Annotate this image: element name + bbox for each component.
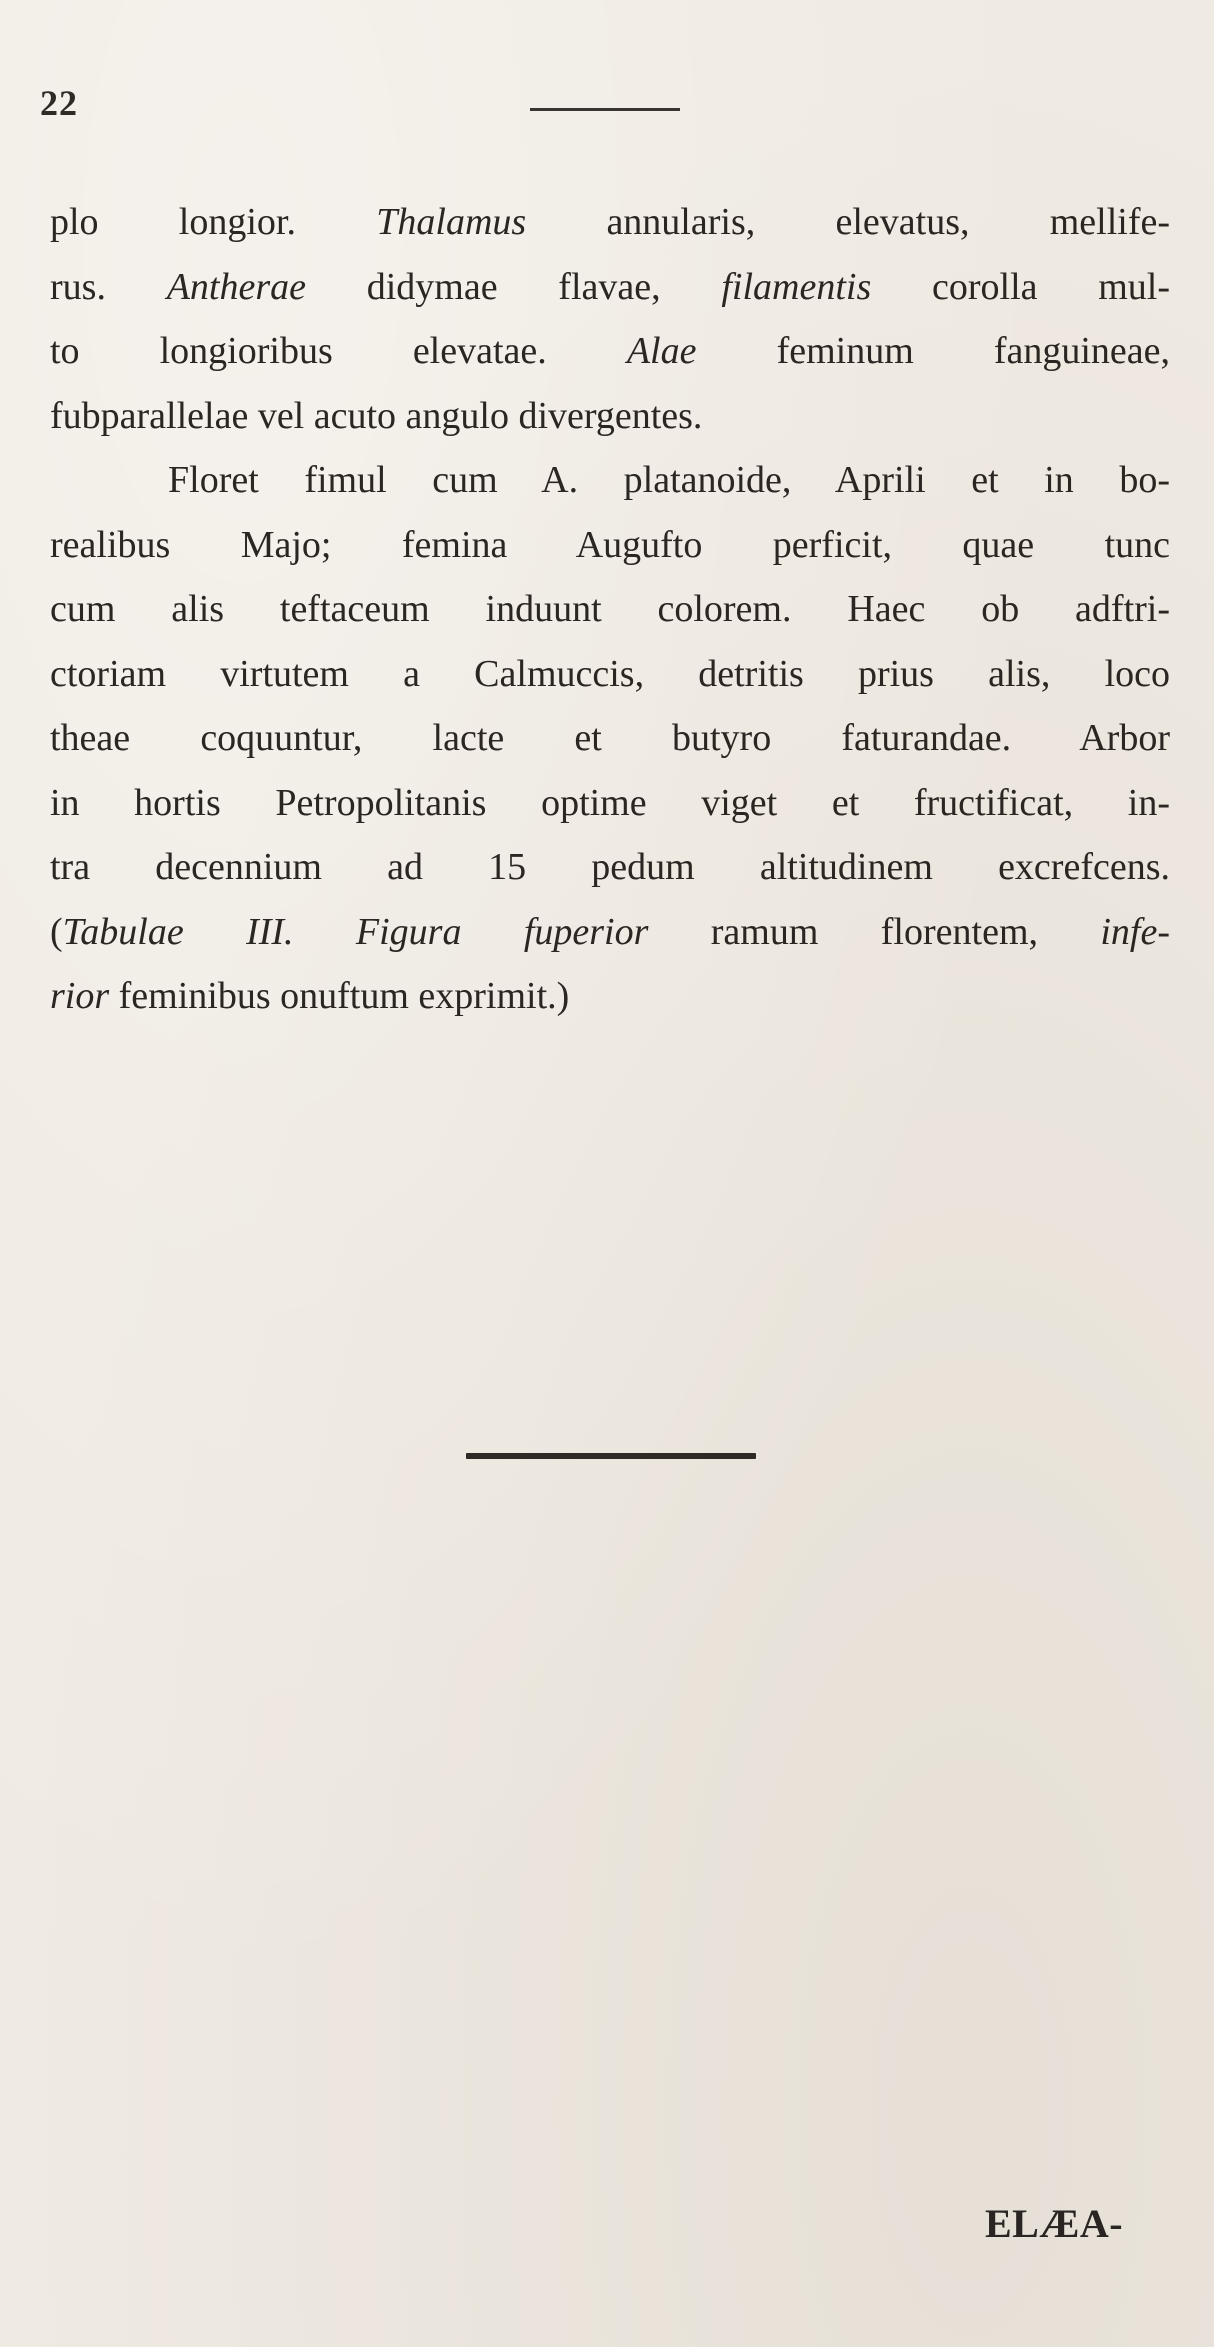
catchword: ELÆA- xyxy=(985,2201,1124,2246)
text-line-8: ctoriam virtutem a Calmuccis, detritis prius alis, loco xyxy=(50,652,1170,695)
text-line-9: theae coquuntur, lacte et butyro faturandae. Arbor xyxy=(50,717,1170,759)
text-line-1 xyxy=(50,190,1170,255)
text-run: plo longior. xyxy=(50,201,296,243)
body-text xyxy=(50,190,1170,1029)
text-line-10: in hortis Petropolitanis optime viget et fructificat, in- xyxy=(50,781,1170,824)
text-run: didymae flavae, xyxy=(366,265,661,308)
page-number: 22 xyxy=(40,83,78,123)
text-line-5: Floret fimul cum A. platanoide, Aprili et in bo- xyxy=(168,459,1170,501)
text-line-6: realibus Majo; femina Augufto perficit, quae tunc xyxy=(50,523,1170,566)
section-divider xyxy=(466,1453,756,1459)
italic-term: Tabulae III. Figura fuperior xyxy=(62,910,649,953)
text-line-11: tra decennium ad 15 pedum altitudinem excrefcens. xyxy=(50,846,1170,888)
text-line-2 xyxy=(50,255,1170,320)
text-line-4: fubparallelae vel acuto angulo divergentes. xyxy=(50,394,703,437)
text-line-13 xyxy=(50,964,1170,1029)
italic-term: Thalamus xyxy=(376,201,527,243)
text-run: annularis, elevatus, mellife- xyxy=(606,201,1171,243)
header-rule xyxy=(530,108,680,111)
text-run: to longioribus elevatae. xyxy=(50,330,547,372)
italic-term: rior xyxy=(50,975,110,1017)
text-run: corolla mul- xyxy=(931,265,1170,308)
text-line-12 xyxy=(50,900,1170,965)
italic-term: infe- xyxy=(1100,910,1171,953)
text-run: feminibus onuftum exprimit.) xyxy=(118,975,570,1017)
text-run: rus. xyxy=(50,265,106,308)
italic-term: filamentis xyxy=(721,265,872,308)
text-line-3 xyxy=(50,319,1170,384)
text-line-7: cum alis teftaceum induunt colorem. Haec ob adftri- xyxy=(50,588,1170,630)
text-run: ( xyxy=(50,910,63,953)
italic-term: Alae xyxy=(626,330,697,372)
text-run: ramum florentem, xyxy=(710,910,1038,953)
text-run: feminum fanguineae, xyxy=(776,330,1171,372)
italic-term: Antherae xyxy=(166,265,306,308)
